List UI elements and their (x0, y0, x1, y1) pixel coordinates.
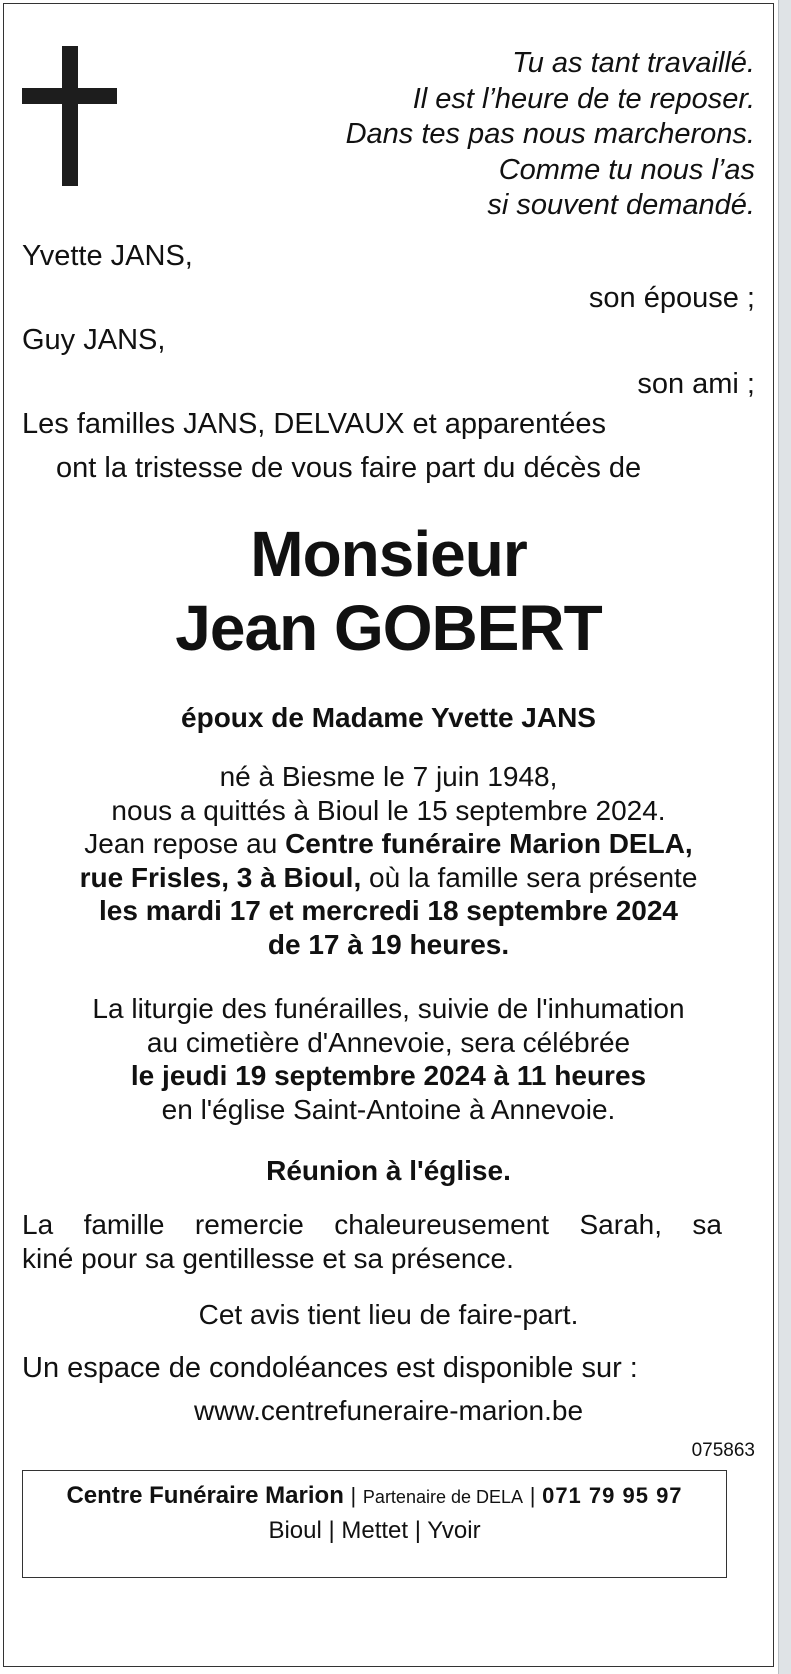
poem-line: Dans tes pas nous marcherons. (345, 118, 755, 150)
liturgy-block (4, 992, 773, 1126)
visitation-line-1 (4, 827, 773, 861)
liturgy-where: en l'église Saint-Antoine à Annevoie. (161, 1093, 616, 1125)
visitation-hours: de 17 à 19 heures. (267, 928, 510, 960)
family-name-1: Yvette JANS, (22, 240, 193, 272)
family-name-2: Guy JANS, (22, 324, 166, 356)
thanks-line-1: La famille remercie chaleureusement Sarah, sa (22, 1209, 722, 1240)
footer-box (22, 1470, 727, 1578)
birth-line: né à Biesme le 7 juin 1948, (219, 761, 558, 792)
meeting-line: Réunion à l'église. (266, 1155, 511, 1186)
footer-row-1 (23, 1481, 726, 1512)
liturgy-line-1: La liturgie des funérailles, suivie de l'inhumation (92, 993, 685, 1024)
visitation-address: rue Frisles, 3 à Bioul, (79, 861, 362, 893)
poem-line: Comme tu nous l’as (498, 153, 755, 186)
footer-company-name: Centre Funéraire Marion (66, 1482, 344, 1509)
condolences-text: Un espace de condoléances est disponible sur : (22, 1352, 638, 1384)
thanks-line-2: kiné pour sa gentillesse et sa présence. (22, 1243, 514, 1274)
poem-line: Il est l’heure de te reposer. (412, 82, 755, 115)
footer-locations: Bioul | Mettet | Yvoir (268, 1517, 481, 1544)
family-role-2: son ami ; (637, 368, 755, 400)
side-rail (778, 0, 791, 1674)
cross-icon (22, 46, 117, 186)
notice-line: Cet avis tient lieu de faire-part. (198, 1299, 579, 1330)
visitation-place: Centre funéraire Marion DELA, (285, 828, 693, 859)
deceased-title: Monsieur (250, 518, 527, 590)
liturgy-when: le jeudi 19 septembre 2024 à 11 heures (130, 1060, 647, 1091)
dates-block (4, 760, 773, 961)
families-line: Les familles JANS, DELVAUX et apparentées (22, 408, 607, 440)
announcement-line: ont la tristesse de vous faire part du décès de (56, 452, 642, 484)
footer-separator: | (529, 1483, 536, 1508)
poem (235, 46, 755, 224)
footer-phone: 071 79 95 97 (542, 1483, 683, 1508)
visitation-line-2 (4, 861, 773, 895)
liturgy-line-2: au cimetière d'Annevoie, sera célébrée (146, 1026, 631, 1058)
condolences-url[interactable]: www.centrefuneraire-marion.be (193, 1395, 584, 1426)
family-role-1: son épouse ; (588, 282, 755, 314)
condolences-url-block (4, 1394, 773, 1428)
visitation-days: les mardi 17 et mercredi 18 septembre 2024 (98, 895, 678, 926)
deceased-name: Jean GOBERT (175, 592, 602, 664)
poem-line: si souvent demandé. (487, 189, 755, 221)
footer-partner: Partenaire de DELA (362, 1487, 524, 1507)
poem-line: Tu as tant travaillé. (512, 47, 755, 79)
thanks-block (22, 1208, 722, 1276)
reference-number: 075863 (691, 1440, 755, 1461)
family-present: où la famille sera présente (361, 861, 698, 893)
death-line: nous a quittés à Bioul le 15 septembre 2024. (111, 794, 666, 826)
spouse-line: époux de Madame Yvette JANS (181, 702, 596, 733)
obituary-notice (3, 3, 774, 1667)
visitation-intro: Jean repose au (84, 828, 286, 859)
footer-separator: | (350, 1483, 357, 1508)
